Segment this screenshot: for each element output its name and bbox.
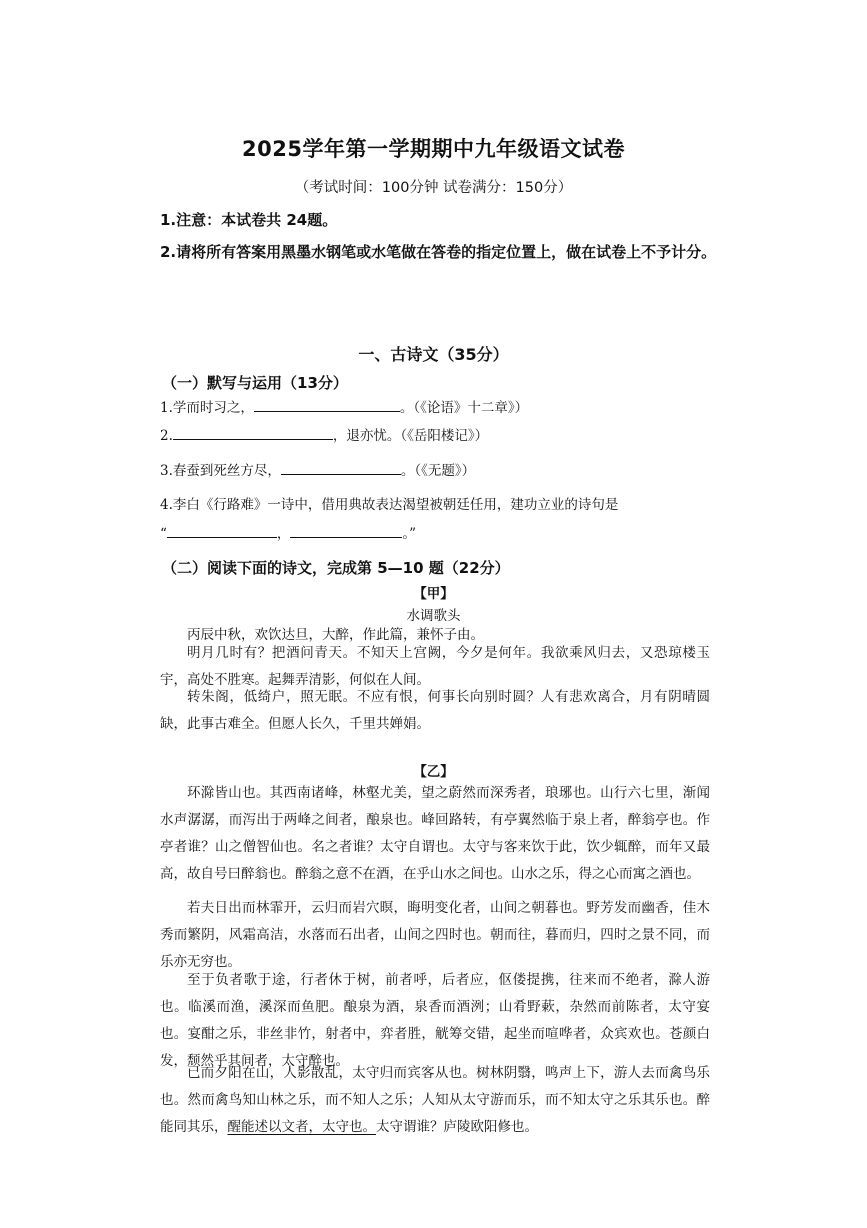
q3-blank[interactable] (281, 460, 401, 475)
q4-comma: ， (276, 526, 291, 542)
q1-blank[interactable] (254, 397, 400, 412)
notice-2: 2.请将所有答案用黑墨水钢笔或水笔做在答卷的指定位置上，做在试卷上不予计分。 (160, 243, 717, 261)
yi-paragraph-1: 环滁皆山也。其西南诸峰，林壑尤美，望之蔚然而深秀者，琅琊也。山行六七里，渐闻水声潺潺，而泻出于两峰之间者，酿泉也。峰回路转，有亭翼然临于泉上者，醉翁亭也。作亭者谁？山之僧智仙也。名之者谁？太守自谓也。太守与客来饮于此，饮少辄醉，而年又最高，故自号曰醉翁也。醉翁之意不在酒，在乎山水之间也。山水之乐，得之心而寓之酒也。 (160, 785, 710, 882)
exam-subtitle: （考试时间：100分钟 试卷满分：150分） (294, 180, 573, 196)
section-title: 一、古诗文（35分） (358, 345, 509, 364)
yi-label: 【乙】 (413, 764, 454, 780)
jia-paragraph-3: 转朱阁，低绮户，照无眠。不应有恨，何事长向别时圆？人有悲欢离合，月有阴晴圆缺，此事古难全。但愿人长久，千里共婵娟。 (160, 689, 710, 732)
jia-title: 水调歌头 (406, 608, 461, 624)
part1-heading: （一）默写与运用（13分） (162, 374, 348, 392)
yi-paragraph-2: 若夫日出而林霏开，云归而岩穴暝，晦明变化者，山间之朝暮也。野芳发而幽香，佳木秀而繁阴，风霜高洁，水落而石出者，山间之四时也。朝而往，暮而归，四时之景不同，而乐亦无穷也。 (160, 900, 710, 970)
q4-close-quote: 。” (402, 526, 417, 542)
yi-p4-underlined: 醒能述以文者，太守也。 (227, 1119, 376, 1135)
q1-prefix: 1.学而时习之， (160, 400, 254, 416)
q3-suffix: 。（《无题》） (400, 463, 476, 479)
question-3 (160, 459, 475, 479)
exam-title: 2025学年第一学期期中九年级语文试卷 (242, 137, 625, 161)
jia-paragraph-1: 丙辰中秋，欢饮达旦，大醉，作此篇，兼怀子由。 (187, 627, 484, 643)
q4-open-quote: “ (160, 526, 167, 542)
q2-prefix: 2. (160, 428, 173, 444)
yi-paragraph-4 (160, 1060, 710, 1141)
question-2 (160, 424, 488, 444)
q4-blank-2[interactable] (290, 523, 402, 538)
question-1 (160, 396, 528, 416)
yi-paragraph-3: 至于负者歌于途，行者休于树，前者呼，后者应，伛偻提携，往来而不绝者，滁人游也。临溪而渔，溪深而鱼肥。酿泉为酒，泉香而酒洌；山肴野蔌，杂然而前陈者，太守宴也。宴酣之乐，非丝非竹，射者中，弈者胜，觥筹交错，起坐而喧哗者，众宾欢也。苍颜白发，颓然乎其间者，太守醉也。 (160, 972, 710, 1069)
q2-suffix: ，退亦忧。（《岳阳楼记》） (332, 428, 489, 444)
jia-label: 【甲】 (413, 586, 454, 602)
notice-1: 1.注意：本试卷共 24题。 (160, 211, 338, 229)
jia-paragraph-2: 明月几时有？把酒问青天。不知天上宫阙，今夕是何年。我欲乘风归去，又恐琼楼玉宇，高处不胜寒。起舞弄清影，何似在人间。 (160, 645, 710, 688)
yi-p4-text-b: 太守谓谁？庐陵欧阳修也。 (376, 1119, 538, 1135)
part2-heading: （二）阅读下面的诗文，完成第 5—10 题（22分） (162, 559, 510, 577)
yi-p4-text-a: 已而夕阳在山，人影散乱，太守归而宾客从也。树林阴翳，鸣声上下，游人去而禽鸟乐也。然而禽鸟知山林之乐，而不知人之乐；人知从太守游而乐，而不知太守之乐其乐也。醉能同其乐， (160, 1065, 710, 1135)
question-4-answer (160, 522, 416, 542)
q1-suffix: 。（《论语》十二章》） (399, 400, 529, 416)
q2-blank[interactable] (173, 425, 333, 440)
q3-prefix: 3.春蚕到死丝方尽， (160, 463, 281, 479)
question-4: 4.李白《行路难》一诗中，借用典故表达渴望被朝廷任用，建功立业的诗句是 (160, 497, 619, 513)
q4-blank-1[interactable] (167, 523, 277, 538)
